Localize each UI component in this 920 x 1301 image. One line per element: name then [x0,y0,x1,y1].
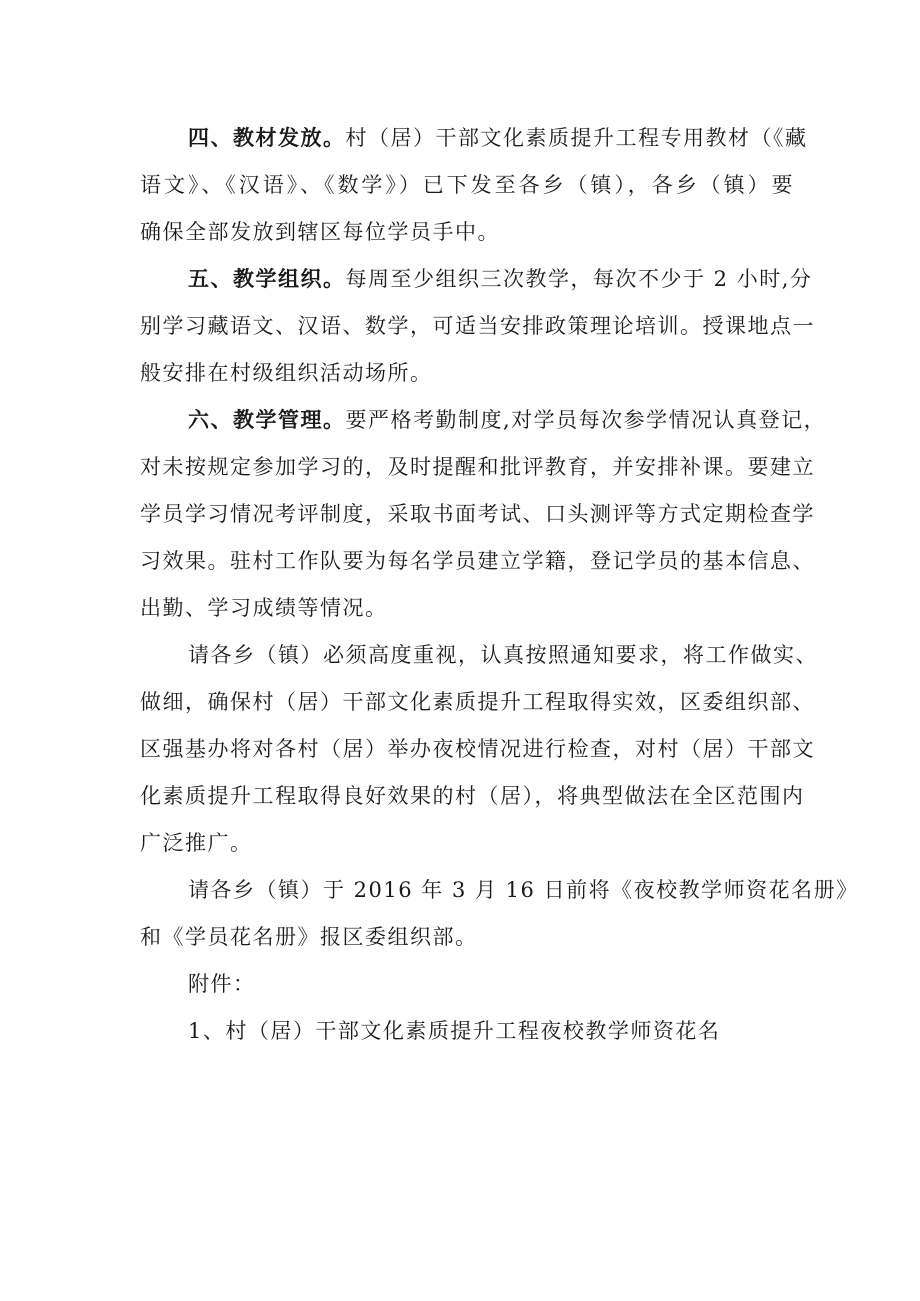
paragraph-text: 村（居）干部文化素质提升工程专用教材（《藏 [345,126,808,150]
section-materials [140,115,808,256]
paragraph-line: 般安排在村级组织活动场所。 [140,361,433,385]
paragraph-line: 确保全部发放到辖区每位学员手中。 [140,220,500,244]
paragraph-line: 区强基办将对各村（居）举办夜校情况进行检查，对村（居）干部文 [140,737,815,761]
section-heading: 六、教学管理。 [188,408,346,432]
paragraph-line: 习效果。驻村工作队要为每名学员建立学籍，登记学员的基本信息、 [140,549,815,573]
paragraph-line: 语文》、《汉语》、《数学》）已下发至各乡（镇），各乡（镇）要 [140,173,794,197]
paragraph-line: 请各乡（镇）必须高度重视，认真按照通知要求，将工作做实、 [188,643,818,667]
paragraph-text: 要严格考勤制度,对学员每次参学情况认真登记， [345,408,827,432]
paragraph-line: 别学习藏语文、汉语、数学，可适当安排政策理论培训。授课地点一 [140,314,815,338]
paragraph-text: 每周至少组织三次教学，每次不少于 2 小时,分 [345,267,813,291]
paragraph-line: 学员学习情况考评制度，采取书面考试、口头测评等方式定期检查学 [140,502,815,526]
deadline-paragraph [140,867,859,961]
section-heading: 五、教学组织。 [188,267,346,291]
paragraph-line: 化素质提升工程取得良好效果的村（居），将典型做法在全区范围内 [140,784,805,808]
requirement-paragraph [140,632,818,867]
paragraph-line: 和《学员花名册》报区委组织部。 [140,925,478,949]
section-heading: 四、教材发放。 [188,126,346,150]
paragraph-line: 广泛推广。 [140,831,253,855]
section-teaching-management [140,397,827,632]
attachment-label: 附件： [188,972,256,996]
paragraph-line: 对未按规定参加学习的，及时提醒和批评教育，并安排补课。要建立 [140,455,815,479]
document-body [140,115,859,1055]
paragraph-line: 做细，确保村（居）干部文化素质提升工程取得实效，区委组织部、 [140,690,815,714]
paragraph-line [140,397,827,444]
section-teaching-organization [140,256,815,397]
paragraph-line [140,115,808,162]
paragraph-line: 出勤、学习成绩等情况。 [140,596,388,620]
attachment-item: 1、村（居）干部文化素质提升工程夜校教学师资花名 [188,1019,721,1043]
paragraph-line: 请各乡（镇）于 2016 年 3 月 16 日前将《夜校教学师资花名册》 [188,878,859,902]
attachment-section [140,961,794,1055]
paragraph-line [140,256,813,303]
